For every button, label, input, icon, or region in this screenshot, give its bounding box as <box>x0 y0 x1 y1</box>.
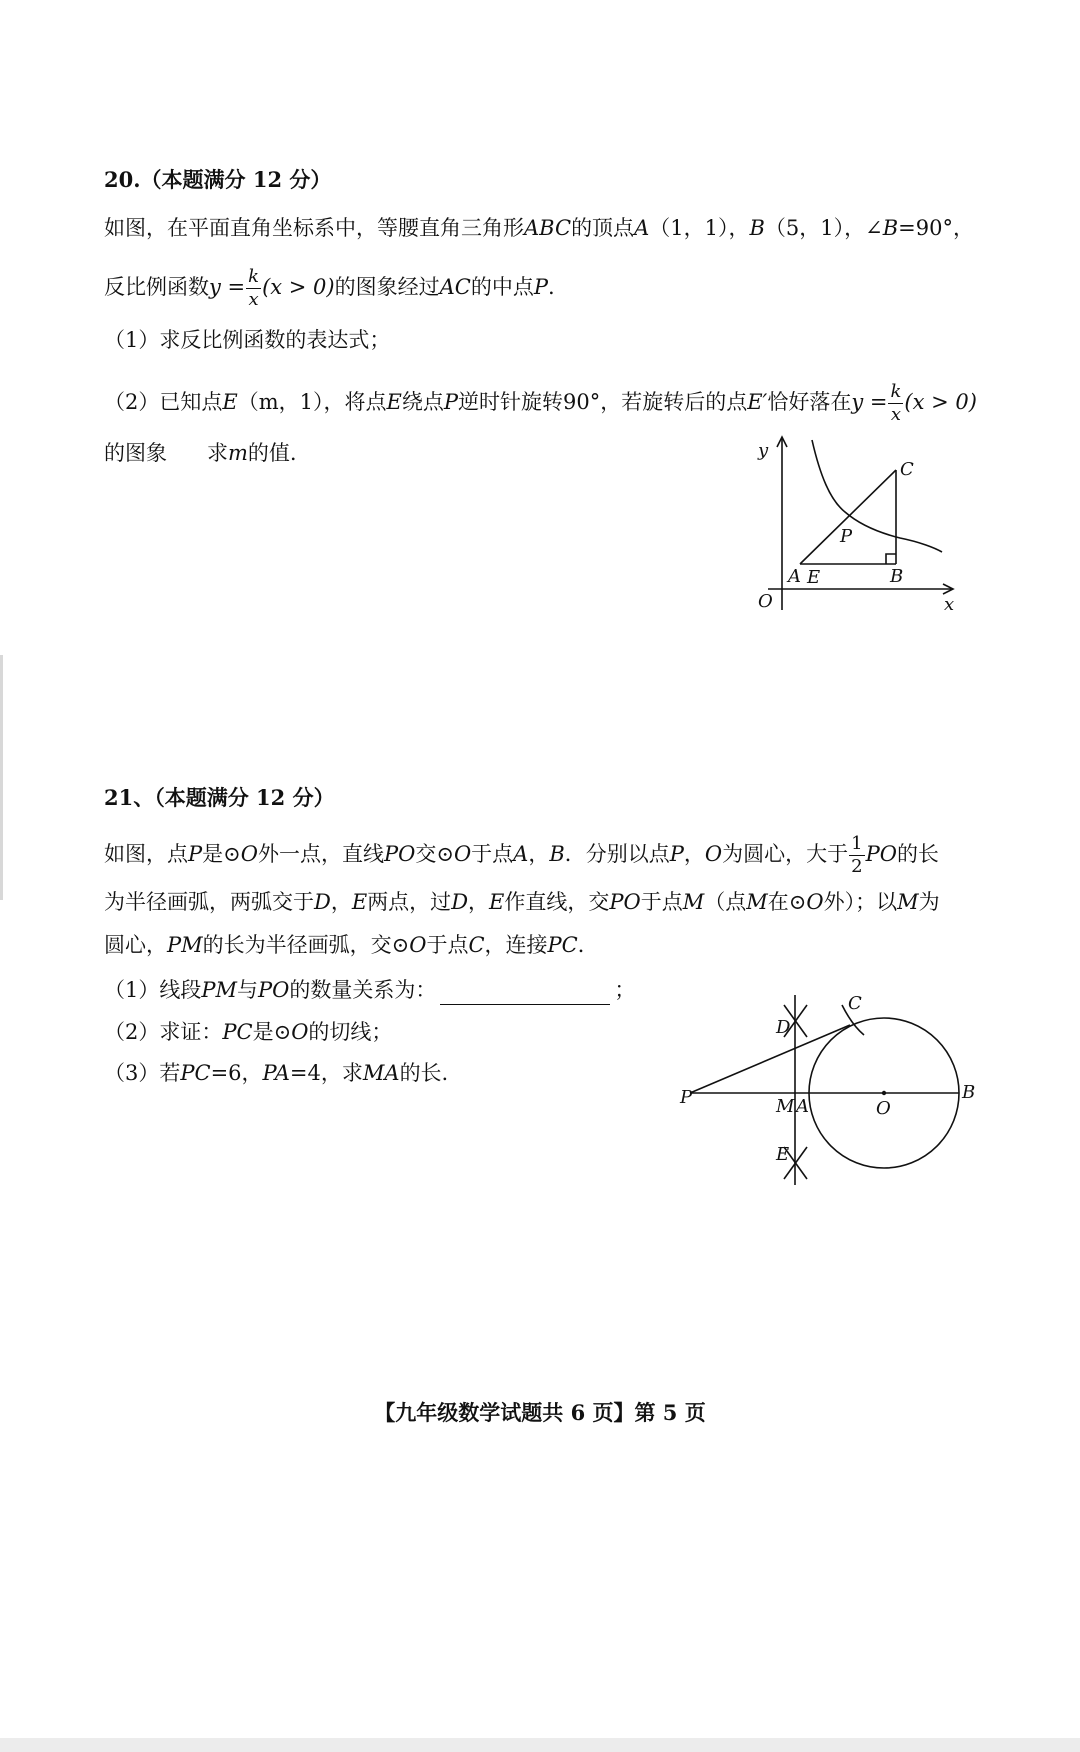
q21-text: ，连接 <box>484 933 548 957</box>
q21-var: D <box>314 890 331 914</box>
q21-var: O <box>453 842 472 866</box>
q20-stem-line1 <box>104 213 974 243</box>
q21-var: PA <box>262 1061 290 1085</box>
q20-part1: （1）求反比例函数的表达式； <box>104 328 391 352</box>
q20-text: . <box>547 275 555 299</box>
bottom-band <box>0 1738 1080 1752</box>
hyperbola-curve <box>812 440 942 552</box>
q21-var: PO <box>865 842 897 866</box>
q21-text: ； <box>614 978 636 1002</box>
q21-text: 于点 <box>640 890 683 914</box>
q21-var: MA <box>362 1061 400 1085</box>
q21-text: 与 <box>237 978 259 1002</box>
q21-text: 为圆心，大于 <box>722 842 849 866</box>
fig-label-e: E <box>776 1144 790 1165</box>
q20-text: 恰好落在 <box>767 390 852 414</box>
center-dot-o <box>882 1091 886 1095</box>
q20-var: A <box>634 216 650 240</box>
q20-figure <box>750 430 970 620</box>
q21-text: ， <box>330 890 352 914</box>
fig-label-a: A <box>796 1096 809 1117</box>
q20-var: E <box>386 390 402 414</box>
q21-text: 外）；以 <box>823 890 898 914</box>
q21-var: O <box>240 842 258 866</box>
fig-label-o: O <box>876 1098 891 1119</box>
q20-text: 的顶点 <box>571 216 635 240</box>
q20-var: P <box>443 390 458 414</box>
q21-text: ， <box>683 842 705 866</box>
right-angle-mark <box>886 554 896 564</box>
q21-text: 于点 <box>426 933 469 957</box>
q20-stem-line2 <box>104 268 555 309</box>
q20-var: m <box>228 441 248 465</box>
q21-text: ， <box>528 842 550 866</box>
q21-text: =6， <box>210 1061 263 1085</box>
q20-var: AC <box>439 275 471 299</box>
q20-fraction <box>888 383 903 424</box>
q21-var: PM <box>167 933 203 957</box>
q21-var: P <box>669 842 684 866</box>
page-footer: 【九年级数学试题共 6 页】第 5 页 <box>374 1400 706 1425</box>
q20-text: 求 <box>207 441 228 465</box>
q20-var: ABC <box>524 216 572 240</box>
q20-text: 的值. <box>247 441 297 465</box>
q21-text: 为 <box>918 890 940 914</box>
q20-text: 的中点 <box>470 275 534 299</box>
fig-label-c: C <box>848 993 862 1014</box>
q20-text: 逆时针旋转90°，若旋转后的点 <box>457 390 748 414</box>
q21-var: E <box>489 890 505 914</box>
q21-text: 圆心， <box>104 933 167 957</box>
q21-var: PC <box>547 933 578 957</box>
fraction-numerator: 1 <box>851 833 863 854</box>
q21-title: 21、（本题满分 12 分） <box>104 785 335 810</box>
fig-label-c: C <box>900 459 914 480</box>
q21-var: PO <box>609 890 641 914</box>
q20-text: 的图象经过 <box>334 275 440 299</box>
q20-formula: y = <box>851 390 888 414</box>
q21-text: 于点 <box>471 842 514 866</box>
q21-text: 的数量关系为： <box>289 978 437 1002</box>
fig-label-e: E <box>807 567 821 588</box>
q21-var: O <box>806 890 824 914</box>
q21-text: 作直线，交 <box>504 890 610 914</box>
q21-figure <box>680 985 980 1195</box>
q20-part2-line2 <box>104 438 297 468</box>
q20-part2-line1 <box>104 383 977 424</box>
q21-text: =4，求 <box>289 1061 363 1085</box>
segment-ac <box>800 470 896 564</box>
fraction-numerator: k <box>248 266 260 287</box>
q20-text: （5，1），∠ <box>764 216 883 240</box>
q21-var: PM <box>201 978 238 1002</box>
q20-var: P <box>533 275 548 299</box>
q21-text: 是⊙ <box>202 842 241 866</box>
fig-label-p: P <box>840 526 853 547</box>
q20-text: 反比例函数 <box>104 275 209 299</box>
q21-part2 <box>104 1017 392 1047</box>
q21-text: 在⊙ <box>767 890 807 914</box>
fig-label-d: D <box>776 1017 791 1038</box>
q20-var: B <box>882 216 899 240</box>
q20-var: E′ <box>747 390 768 414</box>
fraction-denominator: 2 <box>851 856 863 877</box>
q21-text: （3）若 <box>104 1061 181 1085</box>
q21-text: 交⊙ <box>415 842 454 866</box>
q20-condition: (x > 0) <box>904 390 977 414</box>
q21-var: M <box>746 890 768 914</box>
fraction-denominator: x <box>890 404 901 425</box>
q21-var: B <box>549 842 565 866</box>
q21-text: 外一点，直线 <box>257 842 384 866</box>
fraction-numerator: k <box>890 381 902 402</box>
q21-text: ．分别以点 <box>564 842 670 866</box>
q20-formula: y = <box>209 275 246 299</box>
q20-var: B <box>749 216 765 240</box>
q21-text: （点 <box>704 890 747 914</box>
q21-var: M <box>897 890 919 914</box>
q20-text: 绕点 <box>401 390 444 414</box>
q21-text: 是⊙ <box>252 1020 292 1044</box>
q21-text: （1）线段 <box>104 978 202 1002</box>
q21-text: 两点，过 <box>367 890 452 914</box>
q21-text: ， <box>468 890 490 914</box>
q20-text: （m，1），将点 <box>237 390 387 414</box>
fig-label-a: A <box>788 566 801 587</box>
q20-var: E <box>222 390 238 414</box>
q21-var: O <box>291 1020 309 1044</box>
page-edge-shadow <box>0 655 3 900</box>
q21-var: O <box>409 933 427 957</box>
q21-var: PC <box>180 1061 211 1085</box>
q21-var: PO <box>258 978 290 1002</box>
answer-blank <box>440 984 610 1005</box>
fig-label-b: B <box>962 1082 976 1103</box>
q20-condition: (x > 0) <box>262 275 335 299</box>
q20-text: （1，1）， <box>649 216 750 240</box>
q21-var: PO <box>383 842 416 866</box>
q21-text: ． <box>577 933 599 957</box>
q21-stem-line3 <box>104 930 599 960</box>
q20-title: 20.（本题满分 12 分） <box>104 167 332 192</box>
q20-fraction <box>246 268 261 309</box>
q21-text: 为半径画弧，两弧交于 <box>104 890 314 914</box>
q21-var: PC <box>222 1020 253 1044</box>
q20-text: （2）已知点 <box>104 390 223 414</box>
q21-fraction <box>849 835 864 876</box>
q21-text: 的长 <box>896 842 939 866</box>
q21-text: 的长为半径画弧，交⊙ <box>202 933 410 957</box>
fig-label-o: O <box>758 591 773 612</box>
q20-text: =90°， <box>898 216 974 240</box>
q21-text: （2）求证： <box>104 1020 223 1044</box>
line-pc <box>690 1025 850 1093</box>
fig-label-m: M <box>776 1096 795 1117</box>
q21-var: D <box>451 890 469 914</box>
fig-label-y: y <box>758 440 769 461</box>
q21-var: O <box>704 842 723 866</box>
q21-var: E <box>351 890 368 914</box>
q21-part1 <box>104 975 635 1005</box>
q21-text: 的切线； <box>308 1020 393 1044</box>
fig-label-b: B <box>890 566 904 587</box>
q21-stem-line2 <box>104 887 940 917</box>
q21-var: A <box>513 842 529 866</box>
q21-part3 <box>104 1058 448 1088</box>
fig-label-p: P <box>680 1087 693 1108</box>
q20-text: 如图，在平面直角坐标系中，等腰直角三角形 <box>104 216 524 240</box>
q20-text: 的图象 <box>104 441 167 465</box>
q21-var: P <box>188 842 203 866</box>
q21-stem-line1 <box>104 835 939 876</box>
fig-label-x: x <box>944 594 955 615</box>
q21-var: C <box>468 933 485 957</box>
q21-text: 如图，点 <box>104 842 188 866</box>
q21-text: 的长. <box>399 1061 449 1085</box>
q21-var: M <box>682 890 705 914</box>
fraction-denominator: x <box>248 289 259 310</box>
